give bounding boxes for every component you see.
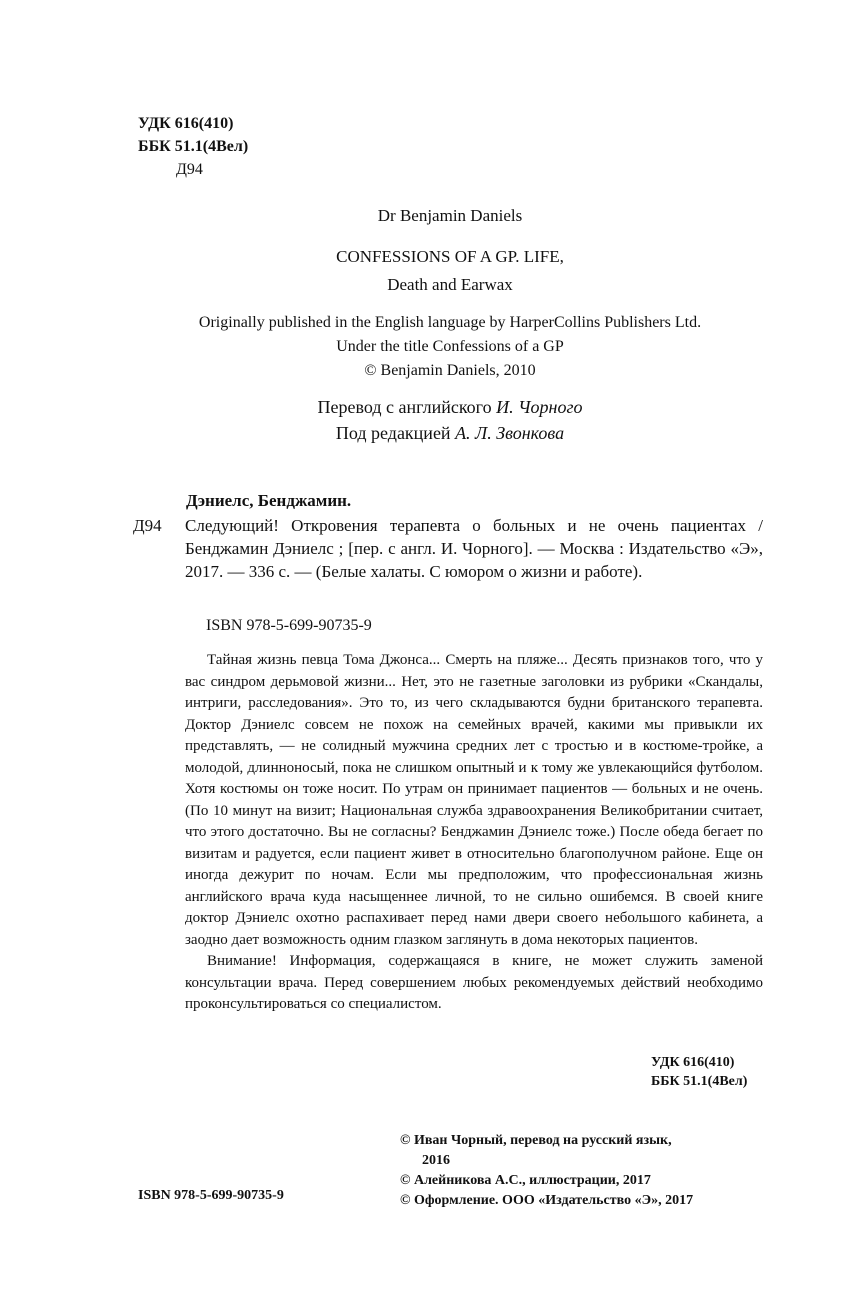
isbn-record: ISBN 978-5-699-90735-9 — [206, 617, 372, 634]
publication-line2: Under the title Confessions of a GP — [336, 338, 564, 355]
copyright-translation-line1: © Иван Чорный, перевод на русский язык, — [400, 1133, 672, 1148]
udk-code: УДК 616(410) — [138, 115, 234, 132]
bbk-code-footer: ББК 51.1(4Вел) — [651, 1074, 748, 1089]
copyright-illustrations: © Алейникова А.С., иллюстрации, 2017 — [400, 1173, 651, 1188]
annotation-paragraph: Тайная жизнь певца Тома Джонса... Смерть на пляже... Десять признаков того, что у вас синдром дерьмовой жизни... Нет, это не газетные заголовки из рубрики «Скандалы, интриги, расследования». Это то, из чего складываются будни британского терапевта. Доктор Дэниелс совсем не похож на семейных врачей, какими мы привыкли их представлять, — не солидный мужчина средних лет с тростью и в костюме-тройке, а молодой, длинноносый, пока не слишком опытный и к тому же увлекающийся футболом. Хотя костюмы он тоже носит. По утрам он принимает пациентов — больных и не очень. (По 10 минут на визит; Национальная служба здравоохранения Великобритании считает, что этого достаточно. Вы не согласны? Бенджамин Дэниелс тоже.) После обеда бегает по визитам и радуется, если пациент живет в относительно благополучном районе. Еще он иногда дежурит по ночам. Если мы предположим, что профессиональная жизнь английского врача куда насыщеннее личной, то не сильно ошибемся. В своей книге доктор Дэниелс охотно распахивает перед нами двери своего небольшого кабинета, а заодно дает возможность одним глазком заглянуть в дома некоторых пациентов. — [185, 652, 763, 948]
bbk-code: ББК 51.1(4Вел) — [138, 138, 249, 155]
copyright-design: © Оформление. ООО «Издательство «Э», 2017 — [400, 1193, 694, 1208]
editor-line — [0, 420, 844, 446]
original-copyright: © Benjamin Daniels, 2010 — [364, 362, 536, 379]
editor-name: А. Л. Звонкова — [455, 423, 565, 443]
warning-paragraph: Внимание! Информация, содержащаяся в книге, не может служить заменой консультации врача. Перед совершением любых рекомендуемых действий необходимо проконсультироваться со специалистом. — [185, 953, 763, 1012]
bibliographic-author: Дэниелс, Бенджамин. — [186, 491, 352, 510]
classification-block — [138, 112, 248, 181]
bibliographic-code: Д94 — [133, 516, 162, 535]
original-title — [0, 243, 844, 299]
original-title-line1: CONFESSIONS OF A GP. LIFE, — [336, 247, 564, 266]
translator-prefix: Перевод с английского — [317, 397, 497, 417]
translation-credits — [0, 394, 844, 446]
bibliographic-description: Следующий! Откровения терапевта о больных и не очень пациентах / Бенджамин Дэниелс ; [пер. с англ. И. Чорного]. — Москва : Издательство «Э», 2017. — 336 с. — (Белые халаты. С юмором о жизни и работе). — [185, 516, 763, 581]
original-publication — [0, 311, 844, 383]
udk-code-footer: УДК 616(410) — [651, 1055, 735, 1070]
original-title-line2: Death and Earwax — [387, 275, 513, 294]
translator-name: И. Чорного — [496, 397, 583, 417]
annotation — [185, 650, 763, 1016]
copyright-translation-line2: 2016 — [422, 1153, 450, 1168]
original-author: Dr Benjamin Daniels — [377, 206, 523, 225]
publication-line1: Originally published in the English language by HarperCollins Publishers Ltd. — [198, 314, 702, 331]
copyright-block — [400, 1131, 780, 1211]
author-mark: Д94 — [176, 161, 203, 178]
translator-line — [0, 394, 844, 420]
isbn-footer: ISBN 978-5-699-90735-9 — [138, 1188, 284, 1203]
copyright-translation — [400, 1131, 780, 1171]
editor-prefix: Под редакцией — [335, 423, 456, 443]
classification-footer — [651, 1053, 747, 1091]
